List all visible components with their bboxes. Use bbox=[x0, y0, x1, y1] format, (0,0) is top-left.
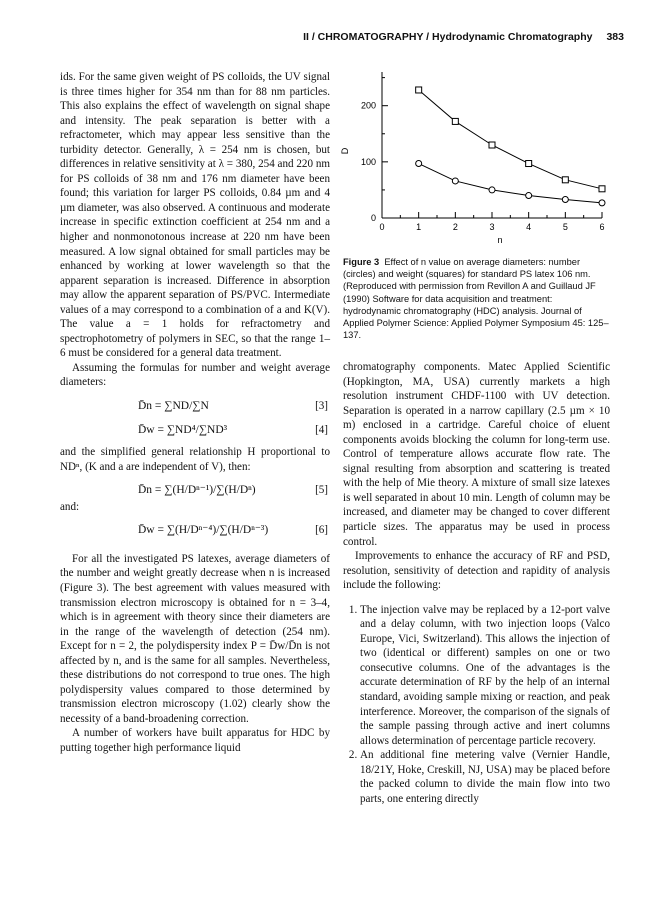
x-tick-label: 3 bbox=[489, 222, 495, 232]
x-tick-label: 4 bbox=[526, 222, 532, 232]
x-axis-label: n bbox=[497, 235, 503, 245]
right-column bbox=[343, 360, 610, 806]
paragraph: and the simplified general relationship H proportional to NDⁿ, (K and a are independent of V), then: bbox=[60, 446, 330, 473]
x-tick-label: 1 bbox=[416, 222, 422, 232]
running-header bbox=[303, 31, 624, 43]
data-point-circle bbox=[599, 200, 605, 206]
series-line-circle bbox=[419, 164, 602, 203]
x-tick-label: 0 bbox=[379, 222, 385, 232]
figure-3-chart bbox=[340, 66, 620, 256]
x-tick-label: 5 bbox=[562, 222, 568, 232]
data-point-square bbox=[526, 161, 532, 167]
paragraph: Assuming the formulas for number and weight average diameters: bbox=[60, 361, 330, 389]
list-item: 2. An additional fine metering valve (Vernier Handle, 18/21Y, Hoke, Creskill, NJ, USA) may be placed before the packed column to divide the main flow into two parts, one entering directly bbox=[360, 748, 610, 806]
y-tick-label: 100 bbox=[360, 156, 376, 167]
page-number: 383 bbox=[606, 31, 624, 43]
data-point-circle bbox=[562, 196, 568, 202]
data-point-circle bbox=[452, 178, 458, 184]
data-point-circle bbox=[416, 161, 422, 167]
data-point-square bbox=[562, 177, 568, 183]
equation-5: D̄n = ∑(H/Dⁿ⁻¹)/∑(H/Dⁿ) [5] bbox=[138, 484, 328, 497]
paragraph: and: bbox=[60, 500, 80, 513]
paragraph: ids. For the same given weight of PS colloids, the UV signal is three times higher for 354 nm than for 88 nm particles. This also explains the effect of wavelength on signal shape and intensity. The peak separation is better with a refractometer, which may appear less sensitive than the turbidity detector. Generally, λ = 254 nm is chosen, but differences in relative sensitivity at λ = 380, 254 and 220 nm for PS colloids of 38 nm and 176 nm diameter have been found; this variation for larger PS colloids, 0.84 µm and 4 µm diameter, was also observed. A continuous and moderate increase in specific extinction coefficient at 254 nm and a higher and nonmonotonous increase at 220 nm have been measured. A low signal obtained for small particles may be enhanced by working at lower wavelength so that the apparent separation is increased. Difference in absorption may allow the apparent separation of PS/PVC. Intermediate values of a may correspond to a combination of a and K(V). The value a = 1 holds for refractometry and spectrophotometry of polymers in SEC, so that the range 1–6 must be considered for a general data treatment. bbox=[60, 71, 330, 360]
equation-3: D̄n = ∑ND/∑N [3] bbox=[138, 400, 328, 413]
equation-6: D̄w = ∑(H/Dⁿ⁻⁴)/∑(H/Dⁿ⁻³) [6] bbox=[138, 524, 328, 537]
paragraph: chromatography components. Matec Applied Scientific (Hopkington, MA, USA) currently markets a high resolution instrument CHDF-1100 with UV detection. Separation is operated in a narrow capillary (2.5 µm × 10 m) enclosed in a cartridge. Careful choice of eluent components avoids blocking the column for long-term use. Control of temperature allows accurate flow rate. The signal resulting from absorption and scattering is treated with the help of Mie theory. A mixture of small size latexes is well separated in about 10 min. Length of column may be increased, and diameter may be changed to cover different particle sizes. The apparatus may be used in process control. bbox=[343, 361, 610, 548]
x-tick-label: 2 bbox=[452, 222, 458, 232]
data-point-square bbox=[599, 186, 605, 192]
x-tick-label: 6 bbox=[599, 222, 605, 232]
list-item: 1. The injection valve may be replaced by a 12-port valve and a delay column, with two injection loops (Valco Europe, Vici, Switzerland). This allows the injection of two (identical or different) samples on one or two consecutive columns. One of the advantages is the accurate determination of RF by the help of an internal standard, avoiding sample mixing or reaction, and peak interference. Moreover, the comparison of the signals of the sample passing through active and inert columns allows determination of percentage particle recovery. bbox=[360, 603, 610, 748]
y-axis-label: D bbox=[340, 147, 350, 155]
data-point-square bbox=[489, 142, 495, 148]
y-tick-label: 0 bbox=[370, 213, 376, 223]
series-line-square bbox=[419, 90, 602, 189]
paragraph: Improvements to enhance the accuracy of RF and PSD, resolution, sensitivity of detection and rapidity of analysis include the following: bbox=[343, 550, 610, 592]
data-point-square bbox=[416, 87, 422, 93]
left-column bbox=[60, 70, 330, 756]
paragraph: A number of workers have built apparatus for HDC by putting together high performance liquid bbox=[60, 727, 330, 754]
equation-4: D̄w = ∑ND⁴/∑ND³ [4] bbox=[138, 423, 328, 436]
figure-caption bbox=[343, 256, 611, 341]
plot-area bbox=[340, 72, 605, 245]
figure-caption-text: Effect of n value on average diameters: number (circles) and weight (squares) for standard PS latex 106 nm. (Reproduced with permission from Revillon A and Guillaud JF (1990) Software for data acquisition and treatment: hydrodynamic chromatography (HDC) analysis. Journal of Applied Polymer Science: Applied Polymer Symposium 45: 125–137. bbox=[343, 257, 609, 341]
data-point-square bbox=[452, 118, 458, 124]
y-tick-label: 200 bbox=[360, 100, 376, 111]
improvements-list bbox=[343, 603, 610, 807]
data-point-circle bbox=[489, 187, 495, 193]
figure-label: Figure 3 bbox=[343, 257, 380, 267]
section-title: II / CHROMATOGRAPHY / Hydrodynamic Chromatography bbox=[303, 31, 593, 43]
paragraph: For all the investigated PS latexes, average diameters of the number and weight greatly decrease when n is increased (Figure 3). The best agreement with values measured with transmission electron microscopy is obtained for n = 3–4, which is in agreement with theory since their diameters are in the range of the wavelength of detection (254 nm). Except for n = 2, the polydispersity index P = D̄w/D̄n is not affected by n, and is the same for all samples. Nevertheless, these distributions do not correspond to true ones. The high polydispersity values compared to those determined by transmission electron microscopy (1.02) clearly show the necessity of a band-broadening correction. bbox=[60, 552, 330, 725]
data-point-circle bbox=[526, 193, 532, 199]
